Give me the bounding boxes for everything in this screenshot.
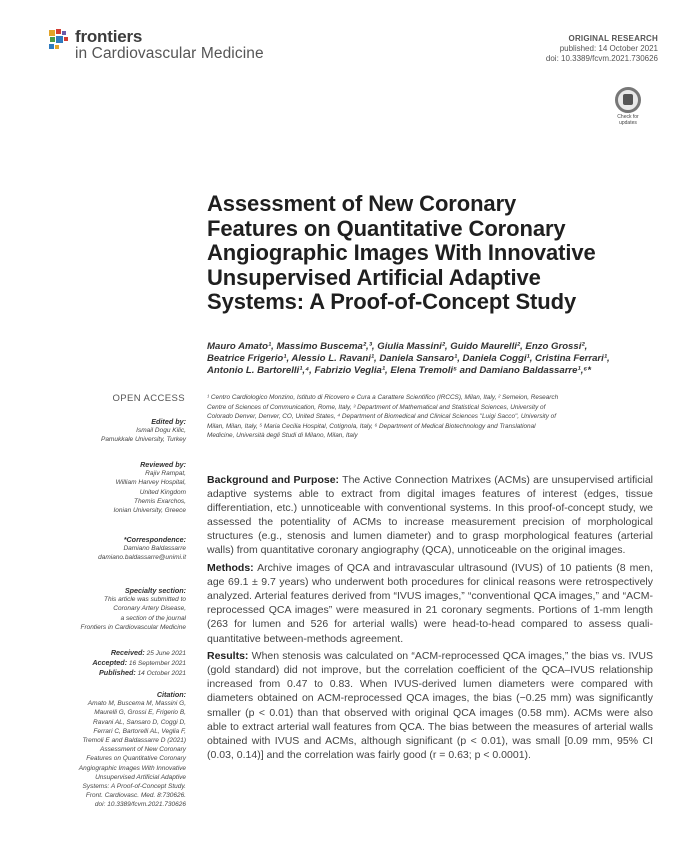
background-text: The Active Connection Matrixes (ACMs) are unsupervised artificial adaptive systems able to extract from digital images features of interest (edges, tissue differentiation, etc.) unnoticeable with conventional systems. In this proof-of-concept study, we assessed the potentiality of ACMs to increase measurement precision of morphological structures (e.g., stenosis and lumen diameter) and to grasp morphological features (arterial walls) from quantitative coronary angiography (QCA), unnoticeable on the original images. [207,474,653,557]
sidebar-line: Rajiv Rampat, [145,470,186,478]
title-line: Assessment of New Coronary [207,191,517,216]
sidebar-line: This article was submitted to [103,596,186,604]
edited-by [46,417,186,445]
sidebar-line: Maurelli G, Grossi E, Frigerio B, [94,709,186,717]
affiliations [207,393,657,441]
author-list [207,341,667,378]
journal-name [75,28,264,62]
sidebar-line: a section of the journal [120,614,186,622]
affiliation-line: Colorado Denver, Denver, CO, United States, ⁴ Department of Biomedical and Clinical Sciences "Luigi Sacco", University of [207,413,557,421]
correspondence [46,535,186,563]
title-line: Angiographic Images With Innovative [207,240,596,266]
check-updates-label: Check for updates [617,114,639,126]
author-line: Beatrice Frigerio¹, Alessio L. Ravani¹, Daniela Sansaro¹, Daniela Coggi¹, Cristina Ferrari¹, [207,353,610,365]
sidebar-line: Ismail Dogu Kilic, [136,427,186,435]
affiliation-line: ¹ Centro Cardiologico Monzino, Istituto di Ricovero e Cura a Carattere Scientifico (IRCCS), Milan, Italy, ² Semeion, Research [207,394,559,401]
sidebar-line: United Kingdom [139,488,186,496]
sidebar-line: Assessment of New Coronary [100,746,186,754]
sidebar-line: Pamukkale University, Turkey [100,436,186,444]
correspondence-heading: *Correspondence: [123,535,186,544]
check-updates-icon [615,87,641,113]
journal-title: in Cardiovascular Medicine [75,45,264,62]
methods-label: Methods: [207,562,254,575]
specialty-section [46,586,186,632]
sidebar-line: Ferrari C, Bartorelli AL, Veglia F, [93,727,186,735]
check-for-updates-button[interactable] [612,87,644,126]
affiliation-line: Milan, Milan, Italy, ⁵ Maria Cecilia Hospital, Cotignola, Italy, ⁶ Department of Medical Biotechnology and Translational [207,422,536,430]
affiliation-line: Centre of Sciences of Communication, Rome, Italy, ³ Department of Mathematical and Statistical Sciences, University of [207,403,546,411]
sidebar-line: Angiographic Images With Innovative [78,764,186,772]
sidebar-line: Front. Cardiovasc. Med. 8:730626. [85,792,186,800]
abstract-background [207,473,653,558]
sidebar-line: Ravani AL, Sansaro D, Coggi D, [93,718,186,726]
sidebar-line: Themis Exarchos, [133,497,186,505]
citation [46,690,186,810]
article-meta [546,34,658,64]
sidebar-line: Amato M, Buscema M, Massini G, [87,700,186,708]
sidebar-line: Coronary Artery Disease, [113,605,186,613]
article-dates [46,648,186,679]
author-line: Mauro Amato¹, Massimo Buscema²,³, Giulia Massini², Guido Maurelli², Enzo Grossi², [207,341,588,352]
reviewed-by [46,460,186,515]
sidebar-line: Damiano Baldassarre [123,545,186,553]
abstract-methods [207,561,653,646]
received-date: Received: 25 June 2021 [110,648,186,657]
affiliation-line: Medicine, Università degli Studi di Milano, Milan, Italy [207,432,358,440]
correspondence-email[interactable]: damiano.baldassarre@unimi.it [98,554,186,562]
citation-doi[interactable]: doi: 10.3389/fcvm.2021.730626 [94,801,186,809]
article-type: ORIGINAL RESEARCH [568,34,658,43]
results-text: When stenosis was calculated on “ACM-reprocessed QCA images,” the bias vs. IVUS (gold standard) did not improve, but the correlation coefficient of the QCA–IVUS relationship increased from 0.47 to 0.83. When IVUS-derived lumen diameters were compared with diameters obtained on ACM-reprocessed QCA images, the bias (−0.25 mm) was significantly smaller (p < 0.01) than that observed with original QCA images (0.58 mm). ACMs were also able to extract arterial wall features from QCA. The bias between the measures of arterial walls obtained with IVUS and ACMs, although significant (p < 0.01), was small [0.09 mm, 95% CI (0.03, 0.14)] and the correlation was fairly good (r = 0.63; p < 0.0001). [207,650,653,761]
reviewed-by-heading: Reviewed by: [140,460,186,469]
sidebar-line: Features on Quantitative Coronary [86,755,186,763]
title-line: Unsupervised Artificial Adaptive [207,264,541,290]
title-line: Features on Quantitative Coronary [207,215,566,241]
methods-text: Archive images of QCA and intravascular ultrasound (IVUS) of 10 patients (8 men, age 69.1 ± 9.7 years) who underwent both procedures for clinical reasons were retrospectively analyzed. Arterial features derived from “IVUS images,” “conventional QCA images,” and “ACM-reprocessed QCA images” were measured in 21 coronary segments. Portions of 1-mm length (263 for lumen and 526 for arterial walls) were head-to-head compared to assess quali-quantitative between-methods agreement. [207,562,653,645]
article-title [207,192,657,315]
sidebar-line: William Harvey Hospital, [115,479,186,487]
sidebar-line: Tremoli E and Baldassarre D (2021) [82,737,186,745]
citation-heading: Citation: [156,690,186,699]
accepted-date: Accepted: 16 September 2021 [92,658,186,668]
abstract [207,473,653,765]
author-line: Antonio L. Bartorelli¹,⁴, Fabrizio Veglia¹, Elena Tremoli⁵ and Damiano Baldassarre¹,⁶* [207,365,591,377]
results-label: Results: [207,650,249,663]
sidebar-line: Frontiers in Cardiovascular Medicine [80,623,186,631]
frontiers-logo-icon [47,28,73,54]
brand-name: frontiers [75,27,143,46]
abstract-results [207,649,653,762]
background-label: Background and Purpose: [207,474,340,486]
sidebar-line: Ionian University, Greece [113,507,186,515]
published-date: published: 14 October 2021 [559,44,658,53]
edited-by-heading: Edited by: [151,417,186,426]
published-date-side: Published: 14 October 2021 [99,668,186,678]
open-access-label: OPEN ACCESS [112,393,185,404]
title-line: Systems: A Proof-of-Concept Study [207,289,577,315]
sidebar-line: Unsupervised Artificial Adaptive [95,773,186,781]
doi[interactable]: doi: 10.3389/fcvm.2021.730626 [545,54,658,63]
sidebar-line: Systems: A Proof-of-Concept Study. [82,783,186,791]
specialty-heading: Specialty section: [124,586,186,595]
